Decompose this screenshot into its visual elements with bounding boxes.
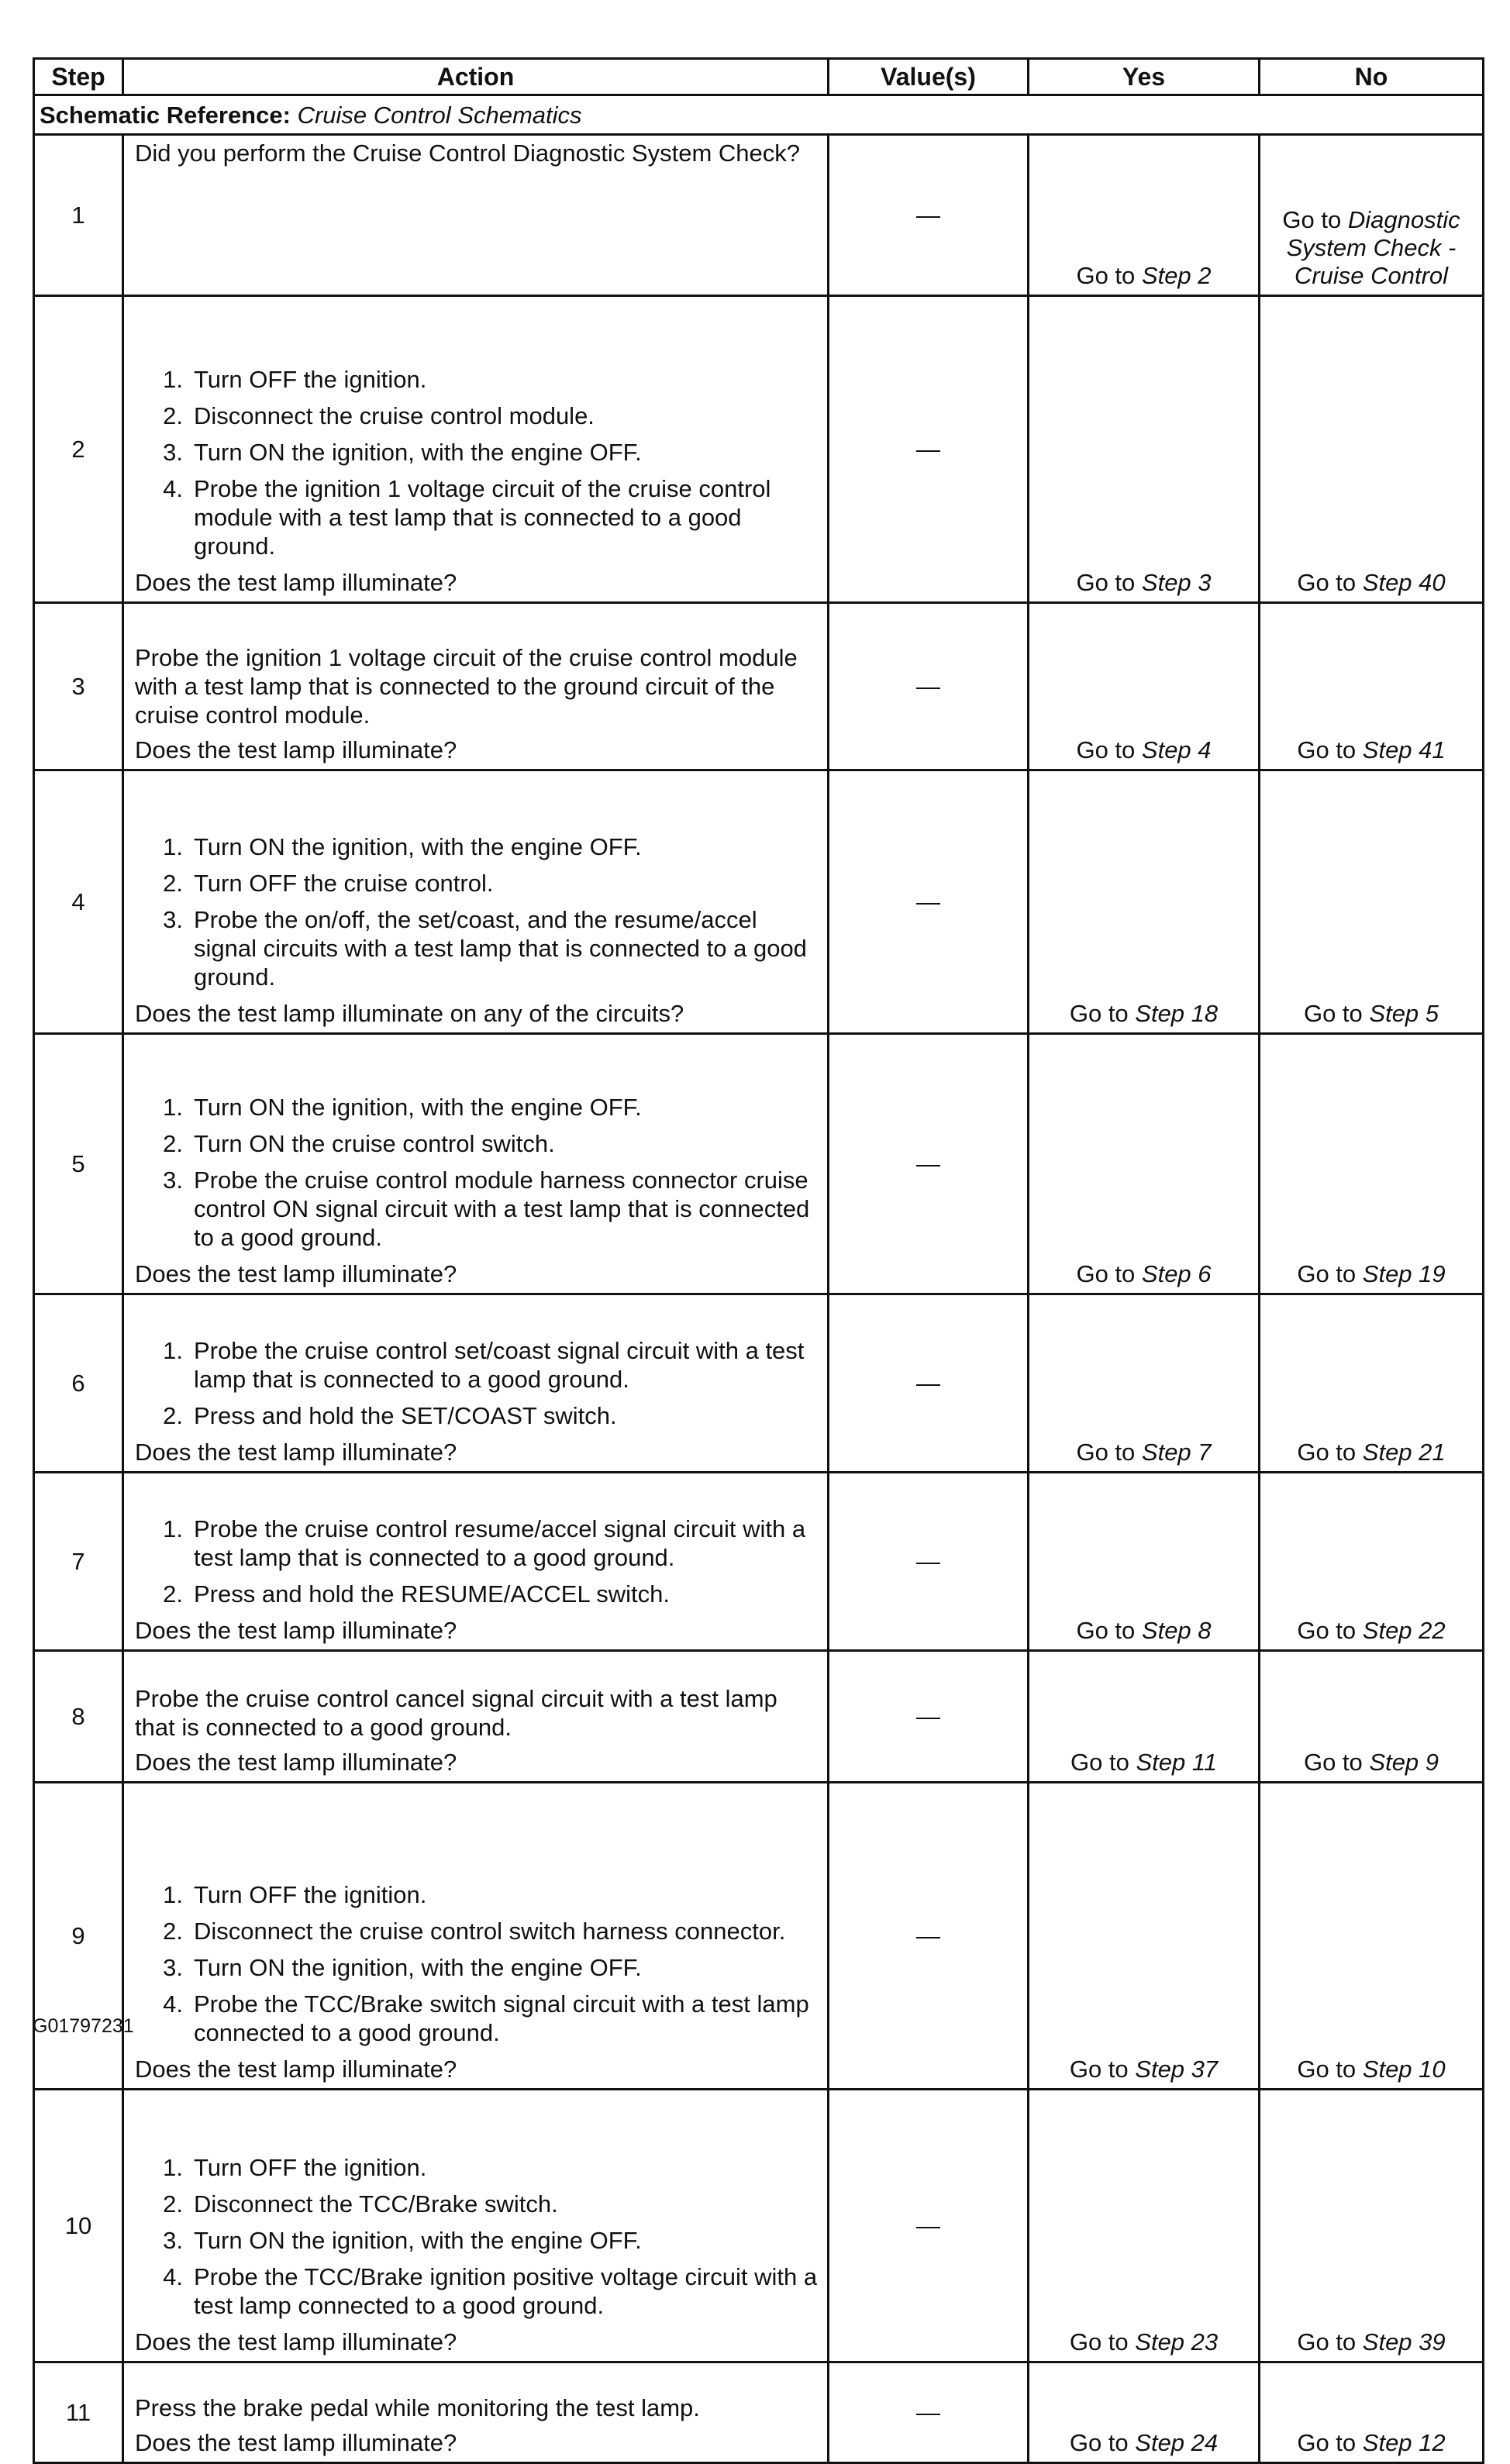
step-number: 3 [34, 603, 123, 770]
action-cell [123, 1034, 829, 1294]
action-text: Probe the ignition 1 voltage circuit of the cruise control module with a test lamp that is connected to the ground circuit of the cruise control module. [135, 644, 798, 729]
no-target-line: Diagnostic [1347, 206, 1460, 233]
goto-label: Go to [1297, 1617, 1357, 1644]
goto-label: Go to [1297, 1260, 1357, 1287]
action-cell [123, 603, 829, 770]
action-question: Does the test lamp illuminate? [135, 2328, 457, 2355]
no-cell [1260, 2090, 1484, 2362]
no-target-line: System Check - [1286, 234, 1457, 261]
action-steps [135, 365, 819, 560]
action-step-text: Turn ON the ignition, with the engine OFF. [194, 1094, 642, 1121]
table-row [34, 1473, 1484, 1651]
yes-cell [1029, 296, 1260, 603]
table-row [34, 1294, 1484, 1473]
action-step [135, 474, 819, 560]
header-yes: Yes [1029, 59, 1260, 95]
action-cell [123, 1294, 829, 1473]
step-index: 1. [163, 2154, 183, 2181]
yes-step-link: Step 4 [1141, 736, 1212, 763]
action-step-text: Turn OFF the ignition. [194, 1881, 427, 1908]
yes-step-link: Step 7 [1141, 1439, 1212, 1466]
action-step-text: Disconnect the TCC/Brake switch. [194, 2190, 558, 2218]
action-step-text: Probe the TCC/Brake ignition positive voltage circuit with a test lamp connected to a good ground. [194, 2263, 818, 2319]
value-cell [829, 1783, 1029, 2090]
action-step [135, 832, 819, 861]
goto-label: Go to [1070, 1749, 1129, 1776]
goto-label: Go to [1297, 569, 1357, 596]
goto-label: Go to [1069, 2328, 1129, 2355]
goto-label: Go to [1076, 569, 1136, 596]
step-number: 2 [34, 296, 123, 603]
table-row [34, 770, 1484, 1034]
step-index: 2. [163, 1580, 183, 1608]
yes-step-link: Step 24 [1135, 2429, 1219, 2456]
value-cell [829, 1473, 1029, 1651]
value-dash: — [916, 2212, 940, 2239]
step-index: 3. [163, 1954, 183, 1981]
action-steps [135, 1880, 819, 2047]
action-cell [123, 1783, 829, 2090]
action-text: Probe the cruise control cancel signal circuit with a test lamp that is connected to a good ground. [135, 1685, 777, 1741]
yes-cell [1029, 1473, 1260, 1651]
figure-id: G01797231 [33, 2015, 134, 2037]
no-step-link: Step 39 [1362, 2328, 1446, 2355]
action-step-text: Turn OFF the cruise control. [194, 870, 494, 897]
action-step [135, 401, 819, 430]
step-index: 1. [163, 1094, 183, 1121]
action-step-text: Turn OFF the ignition. [194, 366, 427, 393]
no-step-link: Step 41 [1362, 736, 1446, 763]
value-cell [829, 770, 1029, 1034]
no-cell [1260, 1034, 1484, 1294]
no-step-link: Step 5 [1369, 1000, 1439, 1027]
goto-label: Go to [1297, 1439, 1357, 1466]
document [33, 57, 1482, 2464]
no-step-link: Step 40 [1362, 569, 1446, 596]
value-dash: — [916, 1150, 940, 1177]
action-step-text: Turn ON the ignition, with the engine OFF. [194, 1954, 642, 1981]
step-index: 2. [163, 1918, 183, 1945]
yes-cell [1029, 1651, 1260, 1783]
yes-cell [1029, 1294, 1260, 1473]
action-step [135, 438, 819, 467]
yes-step-link: Step 2 [1141, 262, 1212, 289]
step-index: 2. [163, 1130, 183, 1157]
no-step-link: Step 12 [1362, 2429, 1446, 2456]
action-step [135, 2226, 819, 2255]
value-dash: — [916, 2399, 940, 2426]
no-cell [1260, 770, 1484, 1034]
yes-cell [1029, 1783, 1260, 2090]
action-step [135, 1515, 819, 1572]
value-cell [829, 2362, 1029, 2463]
no-step-link: Step 10 [1362, 2056, 1446, 2083]
step-index: 2. [163, 402, 183, 429]
step-number: 9 [34, 1783, 123, 2090]
goto-label: Go to [1303, 1749, 1363, 1776]
action-question: Does the test lamp illuminate on any of the circuits? [135, 1000, 684, 1027]
action-cell [123, 296, 829, 603]
action-step-text: Probe the cruise control module harness connector cruise control ON signal circuit with a test lamp that is connected to a good ground. [194, 1167, 810, 1251]
action-text: Press the brake pedal while monitoring the test lamp. [135, 2394, 700, 2421]
action-step [135, 1336, 819, 1394]
header-step: Step [34, 59, 123, 95]
action-step-text: Turn ON the ignition, with the engine OFF. [194, 833, 642, 860]
step-index: 3. [163, 439, 183, 466]
action-cell [123, 1473, 829, 1651]
no-cell [1260, 1651, 1484, 1783]
value-dash: — [916, 1922, 940, 1949]
no-step-link: Step 21 [1362, 1439, 1446, 1466]
step-index: 4. [163, 2263, 183, 2290]
action-cell [123, 1651, 829, 1783]
value-cell [829, 1651, 1029, 1783]
yes-cell [1029, 2090, 1260, 2362]
action-cell [123, 770, 829, 1034]
step-index: 3. [163, 906, 183, 933]
action-step-text: Turn OFF the ignition. [194, 2154, 427, 2181]
step-index: 1. [163, 833, 183, 860]
step-index: 2. [163, 870, 183, 897]
action-cell [123, 2362, 829, 2463]
step-number: 10 [34, 2090, 123, 2362]
goto-label: Go to [1076, 262, 1136, 289]
header-no: No [1260, 59, 1484, 95]
table-row [34, 2090, 1484, 2362]
action-question: Does the test lamp illuminate? [135, 736, 457, 763]
step-index: 4. [163, 1990, 183, 2018]
step-index: 3. [163, 1167, 183, 1194]
action-question: Does the test lamp illuminate? [135, 2056, 457, 2083]
action-question: Does the test lamp illuminate? [135, 1260, 457, 1287]
table-row [34, 1651, 1484, 1783]
step-index: 4. [163, 475, 183, 502]
action-step [135, 1129, 819, 1158]
action-step-text: Probe the cruise control set/coast signal circuit with a test lamp that is connected to a good ground. [194, 1337, 805, 1393]
action-steps [135, 1515, 819, 1608]
yes-cell [1029, 2362, 1260, 2463]
step-number: 7 [34, 1473, 123, 1651]
step-number: 1 [34, 135, 123, 296]
value-dash: — [916, 673, 940, 700]
action-step [135, 1880, 819, 1909]
value-cell [829, 603, 1029, 770]
no-cell [1260, 1783, 1484, 2090]
action-step-text: Disconnect the cruise control switch harness connector. [194, 1918, 786, 1945]
action-steps [135, 2153, 819, 2320]
goto-label: Go to [1297, 736, 1357, 763]
table-row [34, 1034, 1484, 1294]
action-text: Did you perform the Cruise Control Diagnostic System Check? [135, 140, 801, 167]
header-row [34, 59, 1484, 95]
action-step [135, 1953, 819, 1982]
yes-step-link: Step 3 [1141, 569, 1212, 596]
schematic-reference-label: Schematic Reference: [40, 101, 291, 129]
yes-step-link: Step 11 [1136, 1749, 1218, 1776]
action-step [135, 1401, 819, 1430]
action-question: Does the test lamp illuminate? [135, 1439, 457, 1466]
no-target-line: Cruise Control [1294, 262, 1449, 289]
yes-cell [1029, 1034, 1260, 1294]
yes-step-link: Step 6 [1141, 1260, 1212, 1287]
yes-cell [1029, 603, 1260, 770]
table-body [34, 135, 1484, 2463]
value-cell [829, 1034, 1029, 1294]
goto-label: Go to [1297, 2328, 1357, 2355]
goto-label: Go to [1297, 2056, 1357, 2083]
value-cell [829, 296, 1029, 603]
value-dash: — [916, 1548, 940, 1575]
action-step-text: Disconnect the cruise control module. [194, 402, 595, 429]
yes-cell [1029, 135, 1260, 296]
schematic-reference-row [34, 95, 1484, 135]
action-step-text: Turn ON the ignition, with the engine OFF. [194, 439, 642, 466]
value-dash: — [916, 436, 940, 463]
action-step [135, 1580, 819, 1608]
goto-label: Go to [1069, 1000, 1129, 1027]
table-row [34, 135, 1484, 296]
step-number: 4 [34, 770, 123, 1034]
value-dash: — [916, 1370, 940, 1397]
table-row [34, 2362, 1484, 2463]
action-step-text: Turn ON the cruise control switch. [194, 1130, 555, 1157]
action-cell [123, 135, 829, 296]
goto-label: Go to [1076, 1260, 1136, 1287]
goto-label: Go to [1076, 1617, 1136, 1644]
table-row [34, 296, 1484, 603]
action-step [135, 2153, 819, 2182]
step-index: 1. [163, 1515, 183, 1542]
no-step-link: Step 19 [1362, 1260, 1446, 1287]
action-step [135, 1093, 819, 1122]
action-step-text: Press and hold the RESUME/ACCEL switch. [194, 1580, 670, 1608]
goto-label: Go to [1076, 1439, 1136, 1466]
action-step [135, 2190, 819, 2218]
no-step-link: Step 9 [1369, 1749, 1439, 1776]
action-step [135, 869, 819, 898]
action-step-text: Probe the cruise control resume/accel signal circuit with a test lamp that is connected to a good ground. [194, 1515, 806, 1571]
value-cell [829, 135, 1029, 296]
action-question: Does the test lamp illuminate? [135, 1617, 457, 1644]
no-cell [1260, 135, 1484, 296]
yes-step-link: Step 8 [1141, 1617, 1212, 1644]
no-cell [1260, 1473, 1484, 1651]
step-number: 11 [34, 2362, 123, 2463]
action-step-text: Probe the TCC/Brake switch signal circuit with a test lamp connected to a good ground. [194, 1990, 809, 2046]
header-action: Action [123, 59, 829, 95]
action-steps [135, 1336, 819, 1430]
table-row [34, 603, 1484, 770]
value-cell [829, 1294, 1029, 1473]
goto-label: Go to [1282, 206, 1342, 233]
table-row [34, 1783, 1484, 2090]
yes-step-link: Step 18 [1135, 1000, 1219, 1027]
no-cell [1260, 2362, 1484, 2463]
action-step-text: Probe the ignition 1 voltage circuit of the cruise control module with a test lamp that is connected to a good ground. [194, 475, 771, 560]
goto-label: Go to [1076, 736, 1136, 763]
step-index: 2. [163, 1402, 183, 1429]
step-number: 8 [34, 1651, 123, 1783]
no-cell [1260, 1294, 1484, 1473]
yes-step-link: Step 23 [1135, 2328, 1219, 2355]
action-step [135, 1166, 819, 1252]
action-step [135, 2262, 819, 2320]
action-step [135, 365, 819, 394]
goto-label: Go to [1303, 1000, 1363, 1027]
yes-step-link: Step 37 [1135, 2056, 1219, 2083]
action-step-text: Probe the on/off, the set/coast, and the resume/accel signal circuits with a test lamp that is connected to a good ground. [194, 906, 807, 991]
header-values: Value(s) [829, 59, 1029, 95]
value-cell [829, 2090, 1029, 2362]
step-number: 6 [34, 1294, 123, 1473]
no-cell [1260, 296, 1484, 603]
step-index: 1. [163, 1881, 183, 1908]
action-question: Does the test lamp illuminate? [135, 2429, 457, 2456]
yes-cell [1029, 770, 1260, 1034]
goto-label: Go to [1069, 2056, 1129, 2083]
schematic-reference [34, 95, 1484, 135]
value-dash: — [916, 1703, 940, 1730]
action-step-text: Press and hold the SET/COAST switch. [194, 1402, 617, 1429]
step-index: 1. [163, 366, 183, 393]
diagnostic-table [33, 57, 1484, 2464]
action-steps [135, 832, 819, 991]
step-index: 3. [163, 2227, 183, 2254]
step-index: 1. [163, 1337, 183, 1364]
action-step [135, 1917, 819, 1945]
step-index: 2. [163, 2190, 183, 2218]
no-cell [1260, 603, 1484, 770]
action-question: Does the test lamp illuminate? [135, 569, 457, 596]
action-step-text: Turn ON the ignition, with the engine OFF. [194, 2227, 642, 2254]
goto-label: Go to [1069, 2429, 1129, 2456]
action-question: Does the test lamp illuminate? [135, 1749, 457, 1776]
value-dash: — [916, 202, 940, 229]
action-step [135, 905, 819, 991]
value-dash: — [916, 888, 940, 915]
no-step-link: Step 22 [1362, 1617, 1446, 1644]
action-step [135, 1990, 819, 2047]
goto-label: Go to [1297, 2429, 1357, 2456]
action-steps [135, 1093, 819, 1252]
step-number: 5 [34, 1034, 123, 1294]
action-cell [123, 2090, 829, 2362]
schematic-reference-value: Cruise Control Schematics [297, 101, 582, 129]
